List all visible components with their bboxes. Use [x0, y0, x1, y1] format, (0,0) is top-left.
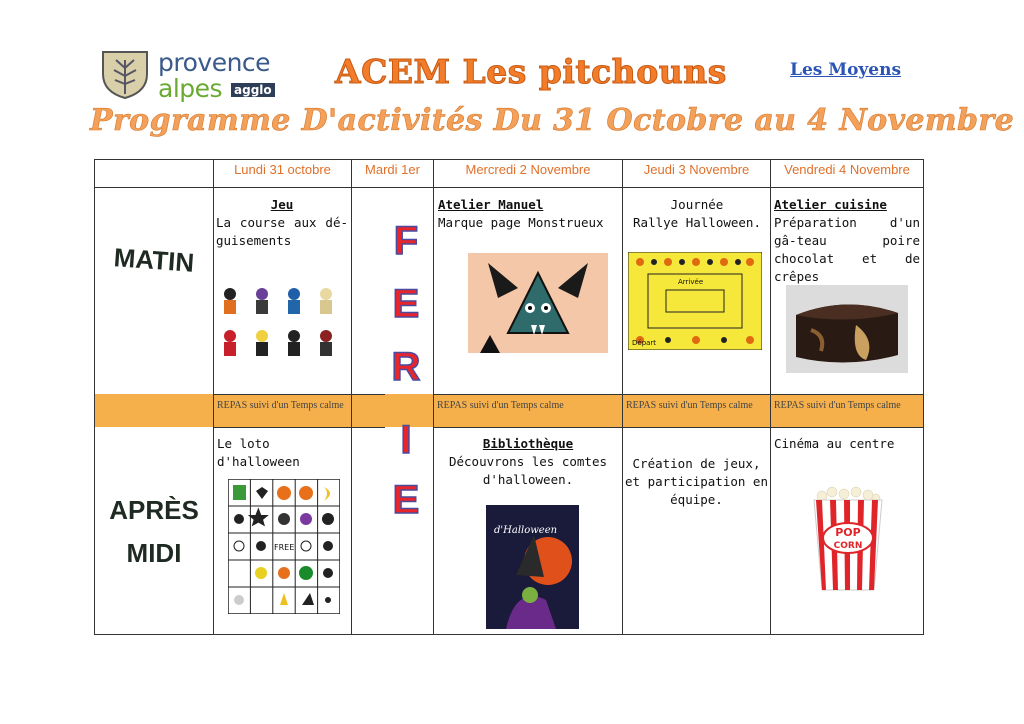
- logo-badge-agglo: agglo: [231, 83, 275, 97]
- activity-text: Découvrons les comtes d'halloween.: [448, 454, 608, 487]
- row-label-matin: MATIN: [112, 242, 196, 278]
- pear-chocolate-cake-image: [786, 285, 908, 373]
- table-row-divider: [213, 394, 385, 395]
- morning-lundi: [216, 196, 348, 250]
- activity-title: Atelier cuisine: [774, 197, 887, 212]
- table-row-divider: [213, 427, 385, 428]
- table-header-divider: [94, 187, 924, 188]
- ferie-letter: I: [400, 418, 412, 462]
- table-border-top: [94, 159, 924, 160]
- day-header-mardi: Mardi 1er: [365, 162, 420, 177]
- popcorn-label-pop: POP: [835, 526, 861, 539]
- triangle-decoration-icon: [480, 335, 500, 353]
- repas-mercredi: REPAS suivi d'un Temps calme: [437, 400, 564, 411]
- shield-crest-icon: [100, 48, 150, 100]
- table-border-right: [923, 159, 924, 635]
- afternoon-jeudi: [625, 455, 768, 509]
- logo-text-alpes: alpes: [158, 74, 223, 103]
- halloween-loto-card-image: [228, 479, 340, 614]
- activity-line: Rallye Halloween.: [633, 215, 761, 230]
- afternoon-lundi: [217, 435, 349, 471]
- activity-text: Marque page Monstrueux: [438, 215, 604, 230]
- repas-vendredi: REPAS suivi d'un Temps calme: [774, 400, 901, 411]
- game-end-label: Arrivée: [678, 278, 704, 286]
- activity-title: Jeu: [270, 197, 294, 212]
- table-border-bottom: [94, 634, 924, 635]
- group-name-link[interactable]: Les Moyens: [790, 60, 902, 80]
- morning-jeudi: [626, 196, 768, 232]
- page-title: ACEM Les pitchouns: [335, 52, 727, 91]
- table-col-divider: [351, 159, 352, 635]
- repas-jeudi: REPAS suivi d'un Temps calme: [626, 400, 753, 411]
- activity-line: Journée: [670, 197, 724, 212]
- table-col-divider: [433, 159, 434, 635]
- book-title-text: d'Halloween: [494, 525, 558, 536]
- table-col-divider: [770, 159, 771, 635]
- activity-text: Cinéma au centre: [774, 436, 895, 451]
- morning-mercredi: [438, 196, 620, 232]
- afternoon-mercredi: [437, 435, 619, 489]
- table-row-divider: [433, 427, 924, 428]
- game-start-label: Départ: [632, 339, 657, 347]
- popcorn-label-corn: CORN: [833, 541, 863, 551]
- ferie-letter: E: [392, 282, 420, 326]
- row-label-midi: MIDI: [126, 538, 182, 568]
- costume-kids-image: [218, 284, 344, 362]
- repas-lundi: REPAS suivi d'un Temps calme: [217, 400, 344, 411]
- activity-text: Le loto d'halloween: [217, 436, 300, 469]
- halloween-book-cover-image: [486, 505, 579, 629]
- activity-title: Atelier Manuel: [438, 197, 544, 212]
- rally-board-game-image: [628, 252, 762, 350]
- popcorn-box-image: [812, 486, 884, 592]
- table-row-divider: [433, 394, 924, 395]
- provence-alpes-agglo-logo: [100, 48, 290, 104]
- morning-vendredi: [774, 196, 920, 286]
- day-header-lundi: Lundi 31 octobre: [234, 162, 331, 177]
- day-header-jeudi: Jeudi 3 Novembre: [643, 162, 750, 177]
- activity-text: La course aux dé-guisements: [216, 215, 348, 248]
- loto-free-label: FREE: [274, 543, 295, 552]
- table-col-divider: [213, 159, 214, 635]
- day-header-vendredi: Vendredi 4 Novembre: [784, 162, 910, 177]
- page-subtitle: Programme D'activités Du 31 Octobre au 4 Novembre: [90, 103, 1015, 138]
- activity-text: Création de jeux, et participation en équipe.: [625, 456, 768, 507]
- row-label-apres: APRÈS: [109, 495, 199, 525]
- activity-title: Bibliothèque: [482, 436, 574, 451]
- afternoon-vendredi: [774, 435, 920, 453]
- ferie-letter: E: [392, 478, 420, 522]
- logo-text-provence: provence: [158, 48, 271, 77]
- ferie-letter: F: [393, 219, 419, 263]
- activity-text: Préparation d'un gâ-teau poire chocolat et de crêpes: [774, 215, 920, 284]
- table-col-divider: [622, 159, 623, 635]
- ferie-letter: R: [391, 345, 421, 389]
- table-border-left: [94, 159, 95, 635]
- day-header-mercredi: Mercredi 2 Novembre: [465, 162, 591, 177]
